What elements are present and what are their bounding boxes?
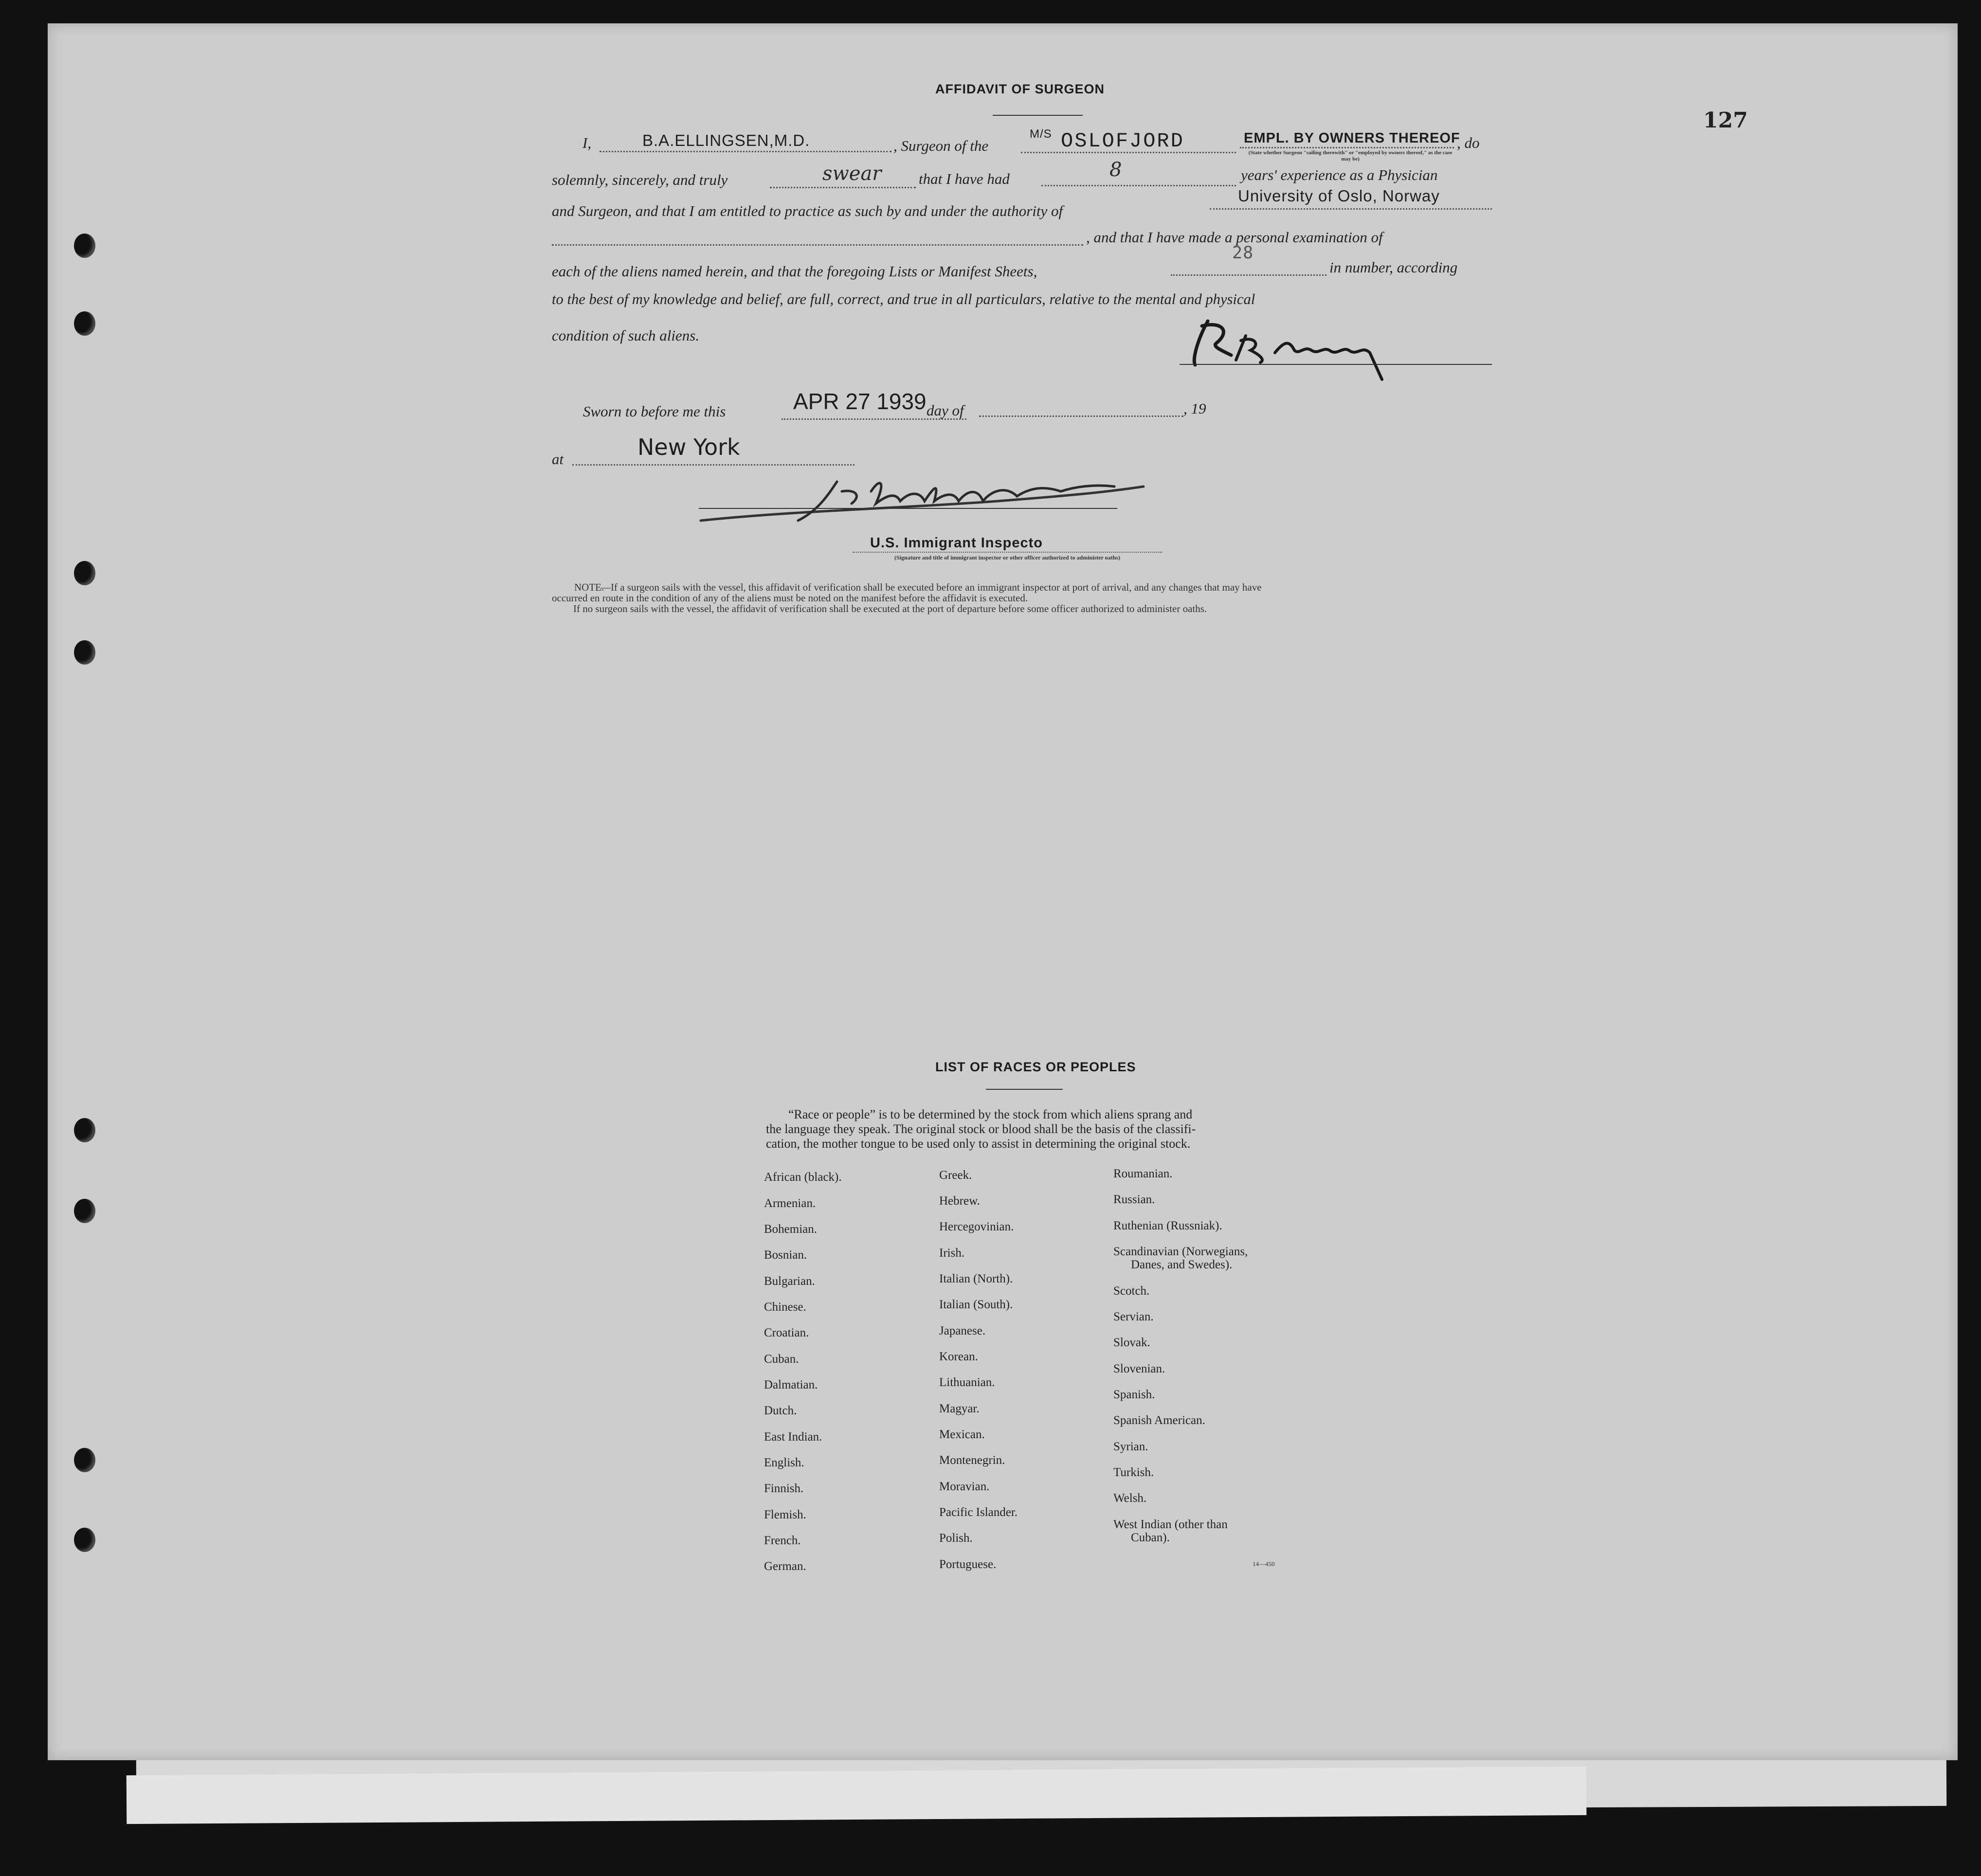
authority-continuation-line bbox=[552, 244, 1083, 246]
race-item: Flemish. bbox=[764, 1508, 806, 1521]
race-item: African (black). bbox=[764, 1171, 842, 1184]
in-number-text: in number, according bbox=[1329, 259, 1458, 276]
race-item: Dalmatian. bbox=[764, 1378, 818, 1391]
oath-line bbox=[770, 187, 916, 188]
race-item: Croatian. bbox=[764, 1326, 809, 1339]
binder-hole bbox=[74, 640, 95, 665]
race-item: East Indian. bbox=[764, 1430, 822, 1443]
sworn-place: New York bbox=[637, 434, 740, 460]
race-item: Korean. bbox=[939, 1350, 978, 1363]
race-item: Hebrew. bbox=[939, 1194, 980, 1208]
examination-text: , and that I have made a personal examination of bbox=[1086, 229, 1383, 246]
surgeon-signature-line bbox=[1180, 364, 1492, 365]
binder-hole bbox=[74, 1448, 95, 1472]
that-i-have-had-text: that I have had bbox=[919, 170, 1010, 187]
binder-hole bbox=[74, 561, 95, 585]
race-item: Turkish. bbox=[1113, 1466, 1154, 1479]
capacity-instructions: (State whether Surgeon "sailing therewith" or "employed by owners thereof," as the case may be) bbox=[1248, 150, 1453, 162]
race-item: Polish. bbox=[939, 1532, 973, 1545]
binder-hole bbox=[74, 1199, 95, 1223]
oath-word: swear bbox=[822, 162, 882, 185]
race-item: Ruthenian (Russniak). bbox=[1113, 1219, 1222, 1232]
race-item: West Indian (other than bbox=[1113, 1518, 1228, 1531]
manifest-sheets-text: each of the aliens named herein, and that the foregoing Lists or Manifest Sheets, bbox=[552, 263, 1037, 280]
races-intro-3: cation, the mother tongue to be used only to assist in determining the original stock. bbox=[766, 1136, 1191, 1151]
race-item: Hercegovinian. bbox=[939, 1220, 1014, 1233]
place-line bbox=[572, 464, 854, 466]
race-item: Welsh. bbox=[1113, 1492, 1147, 1505]
month-line bbox=[979, 415, 1183, 417]
authority-text: and Surgeon, and that I am entitled to practice as such by and under the authority of bbox=[552, 202, 1063, 219]
race-item: Russian. bbox=[1113, 1193, 1155, 1206]
affidavit-i: I, bbox=[582, 134, 592, 151]
race-item: Scotch. bbox=[1113, 1284, 1150, 1298]
race-item: Danes, and Swedes). bbox=[1131, 1258, 1233, 1271]
day-of-text: day of bbox=[927, 402, 964, 419]
race-item: Montenegrin. bbox=[939, 1454, 1005, 1467]
race-item: Armenian. bbox=[764, 1197, 816, 1210]
sheets-count: 28 bbox=[1232, 243, 1254, 263]
race-item: Roumanian. bbox=[1113, 1167, 1173, 1180]
race-item: Spanish American. bbox=[1113, 1414, 1205, 1427]
race-item: Cuban). bbox=[1131, 1531, 1170, 1544]
binder-hole bbox=[74, 234, 95, 258]
race-item: Japanese. bbox=[939, 1324, 986, 1337]
surgeon-signature bbox=[1178, 307, 1431, 384]
sworn-text: Sworn to before me this bbox=[583, 403, 726, 420]
races-intro-2: the language they speak. The original stock or blood shall be the basis of the classifi- bbox=[766, 1122, 1196, 1136]
race-item: Scandinavian (Norwegians, bbox=[1113, 1245, 1248, 1258]
vessel-prefix: M/S bbox=[1030, 127, 1052, 141]
races-intro-1: “Race or people” is to be determined by the stock from which aliens sprang and bbox=[788, 1107, 1193, 1121]
binder-hole bbox=[74, 311, 95, 336]
do-text: , do bbox=[1457, 134, 1480, 151]
years-line bbox=[1041, 185, 1236, 186]
race-item: Italian (South). bbox=[939, 1298, 1013, 1311]
at-text: at bbox=[552, 451, 564, 468]
inspector-caption: (Signature and title of immigrant inspector or other officer authorized to administer oaths) bbox=[894, 554, 1120, 561]
document-page bbox=[48, 23, 1958, 1760]
inspector-signature bbox=[696, 467, 1153, 530]
underlying-page-edge-lower bbox=[127, 1767, 1587, 1824]
surgeon-capacity: EMPL. BY OWNERS THEREOF bbox=[1244, 130, 1460, 146]
year-prefix-text: , 19 bbox=[1183, 400, 1206, 417]
inspector-title: U.S. Immigrant Inspecto bbox=[870, 535, 1043, 551]
solemnly-text: solemnly, sincerely, and truly bbox=[552, 171, 728, 188]
condition-text: condition of such aliens. bbox=[552, 327, 700, 344]
sheets-count-line bbox=[1171, 274, 1327, 276]
race-item: Bosnian. bbox=[764, 1248, 807, 1262]
race-item: Portuguese. bbox=[939, 1558, 997, 1571]
form-number: 14—450 bbox=[1253, 1560, 1275, 1568]
note-label: NOTE. bbox=[574, 581, 604, 593]
race-item: Cuban. bbox=[764, 1353, 799, 1366]
surgeon-name-line bbox=[600, 151, 891, 152]
race-item: Greek. bbox=[939, 1169, 972, 1182]
race-item: Bohemian. bbox=[764, 1223, 818, 1236]
race-item: Finnish. bbox=[764, 1482, 804, 1495]
races-title: LIST OF RACES OR PEOPLES bbox=[935, 1060, 1136, 1074]
race-item: Pacific Islander. bbox=[939, 1506, 1018, 1519]
vessel-name: OSLOFJORD bbox=[1061, 129, 1184, 153]
capacity-line bbox=[1240, 147, 1454, 148]
sworn-date-stamp: APR 27 1939 bbox=[793, 389, 927, 414]
race-item: Dutch. bbox=[764, 1404, 797, 1417]
inspector-signature-line bbox=[699, 508, 1117, 509]
race-item: Irish. bbox=[939, 1246, 965, 1260]
race-item: Servian. bbox=[1113, 1310, 1154, 1323]
race-item: Magyar. bbox=[939, 1402, 980, 1415]
races-title-rule bbox=[986, 1089, 1063, 1090]
race-item: Chinese. bbox=[764, 1300, 806, 1314]
note-line-1: —If a surgeon sails with the vessel, this affidavit of verification shall be executed before an immigrant inspector at port of arrival, and any changes that may have bbox=[600, 581, 1262, 593]
race-item: English. bbox=[764, 1456, 804, 1469]
race-item: Moravian. bbox=[939, 1480, 990, 1493]
years-experience: 8 bbox=[1109, 159, 1122, 181]
note-line-2: occurred en route in the condition of any of the aliens must be noted on the manifest before the affidavit is executed. bbox=[552, 592, 1028, 604]
binder-hole bbox=[74, 1528, 95, 1552]
race-item: French. bbox=[764, 1534, 801, 1547]
authority-line bbox=[1210, 208, 1492, 210]
knowledge-text: to the best of my knowledge and belief, are full, correct, and true in all particulars, relative to the mental and physical bbox=[552, 291, 1255, 307]
surgeon-name: B.A.ELLINGSEN,M.D. bbox=[642, 131, 810, 149]
race-item: Bulgarian. bbox=[764, 1275, 815, 1288]
surgeon-of-the-text: , Surgeon of the bbox=[893, 137, 989, 154]
inspector-title-line bbox=[853, 552, 1162, 553]
page-number: 127 bbox=[1703, 108, 1748, 133]
race-item: German. bbox=[764, 1560, 806, 1573]
note-line-3: If no surgeon sails with the vessel, the affidavit of verification shall be executed at the port of departure before some officer authorized to administer oaths. bbox=[573, 603, 1207, 614]
title-rule bbox=[993, 115, 1083, 116]
affidavit-title: AFFIDAVIT OF SURGEON bbox=[935, 82, 1105, 96]
years-experience-text: years' experience as a Physician bbox=[1241, 166, 1438, 183]
race-item: Italian (North). bbox=[939, 1272, 1013, 1285]
race-item: Slovenian. bbox=[1113, 1362, 1165, 1375]
binder-hole bbox=[74, 1118, 95, 1142]
race-item: Mexican. bbox=[939, 1428, 985, 1441]
race-item: Lithuanian. bbox=[939, 1376, 995, 1389]
race-item: Slovak. bbox=[1113, 1336, 1150, 1349]
licensing-authority: University of Oslo, Norway bbox=[1238, 187, 1440, 205]
race-item: Spanish. bbox=[1113, 1388, 1155, 1401]
race-item: Syrian. bbox=[1113, 1440, 1148, 1453]
